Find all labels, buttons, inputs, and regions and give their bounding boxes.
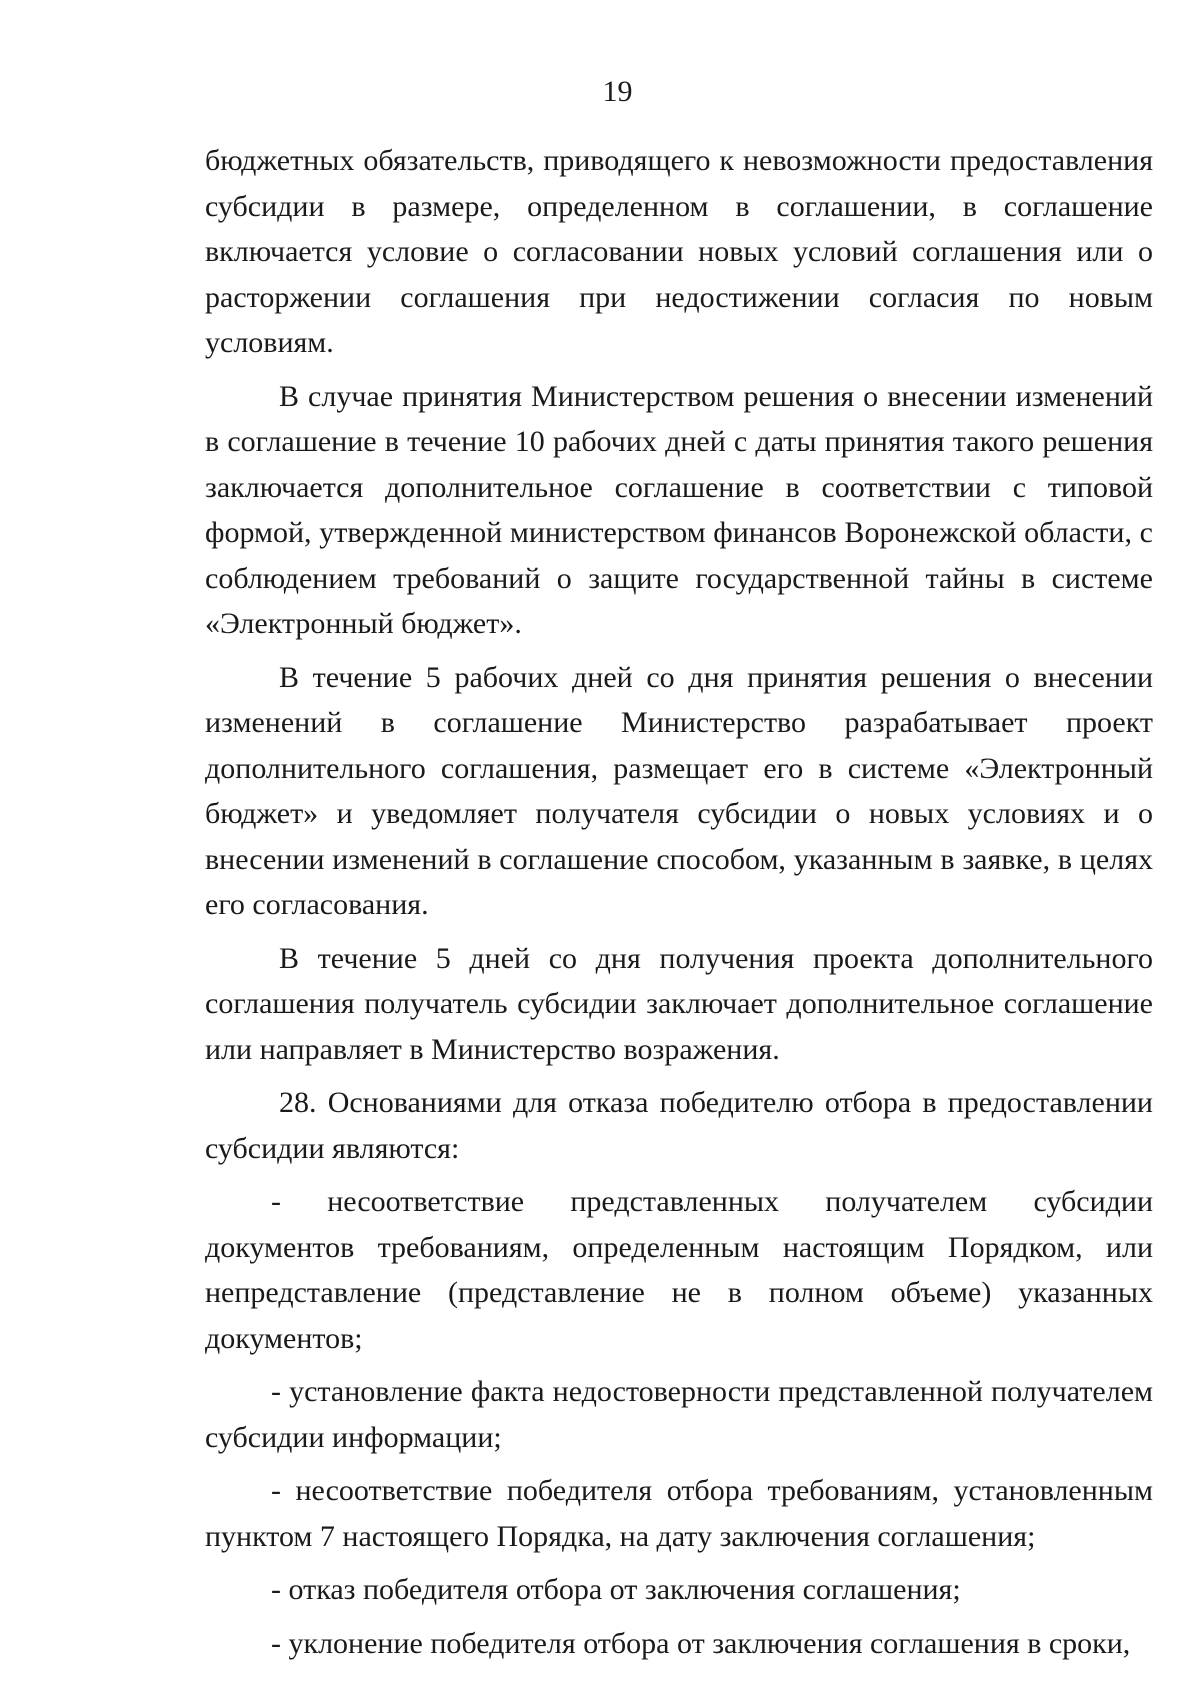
paragraph-refusal-grounds: 28. Основаниями для отказа победителю отбора в предоставлении субсидии являются: bbox=[205, 1086, 1153, 1165]
list-item: - несоответствие победителя отбора требованиям, установленным пунктом 7 настоящего Порядка, на дату заключения соглашения; bbox=[205, 1474, 1153, 1553]
list-item: - уклонение победителя отбора от заключения соглашения в сроки, bbox=[271, 1626, 1131, 1660]
paragraph-amendment-decision: В случае принятия Министерством решения о внесении изменений в соглашение в течение 10 рабочих дней с даты принятия такого решения заключается дополнительное соглашение в соответствии с типовой формой, утвержденной министерством финансов Воронежской области, с соблюдением требований о защите государственной тайны в системе «Электронный бюджет». bbox=[205, 379, 1153, 640]
document-body bbox=[205, 138, 1153, 1674]
paragraph-recipient-response: В течение 5 дней со дня получения проекта дополнительного соглашения получатель субсидии заключает дополнительное соглашение или направляет в Министерство возражения. bbox=[205, 941, 1153, 1066]
paragraph-draft-agreement: В течение 5 рабочих дней со дня принятия решения о внесении изменений в соглашение Министерство разрабатывает проект дополнительного соглашения, размещает его в системе «Электронный бюджет» и уведомляет получателя субсидии о новых условиях и о внесении изменений в соглашение способом, указанным в заявке, в целях его согласования. bbox=[205, 660, 1153, 921]
page-number: 19 bbox=[602, 75, 633, 108]
list-item: - отказ победителя отбора от заключения соглашения; bbox=[271, 1573, 961, 1606]
paragraph-continuation: бюджетных обязательств, приводящего к невозможности предоставления субсидии в размере, определенном в соглашении, в соглашение включается условие о согласовании новых условий соглашения или о расторжении соглашения при недостижении согласия по новым условиям. bbox=[205, 144, 1153, 359]
list-item: - несоответствие представленных получателем субсидии документов требованиям, определенным настоящим Порядком, или непредставление (представление не в полном объеме) указанных документов; bbox=[205, 1185, 1153, 1355]
list-item: - установление факта недостоверности представленной получателем субсидии информации; bbox=[205, 1375, 1153, 1454]
